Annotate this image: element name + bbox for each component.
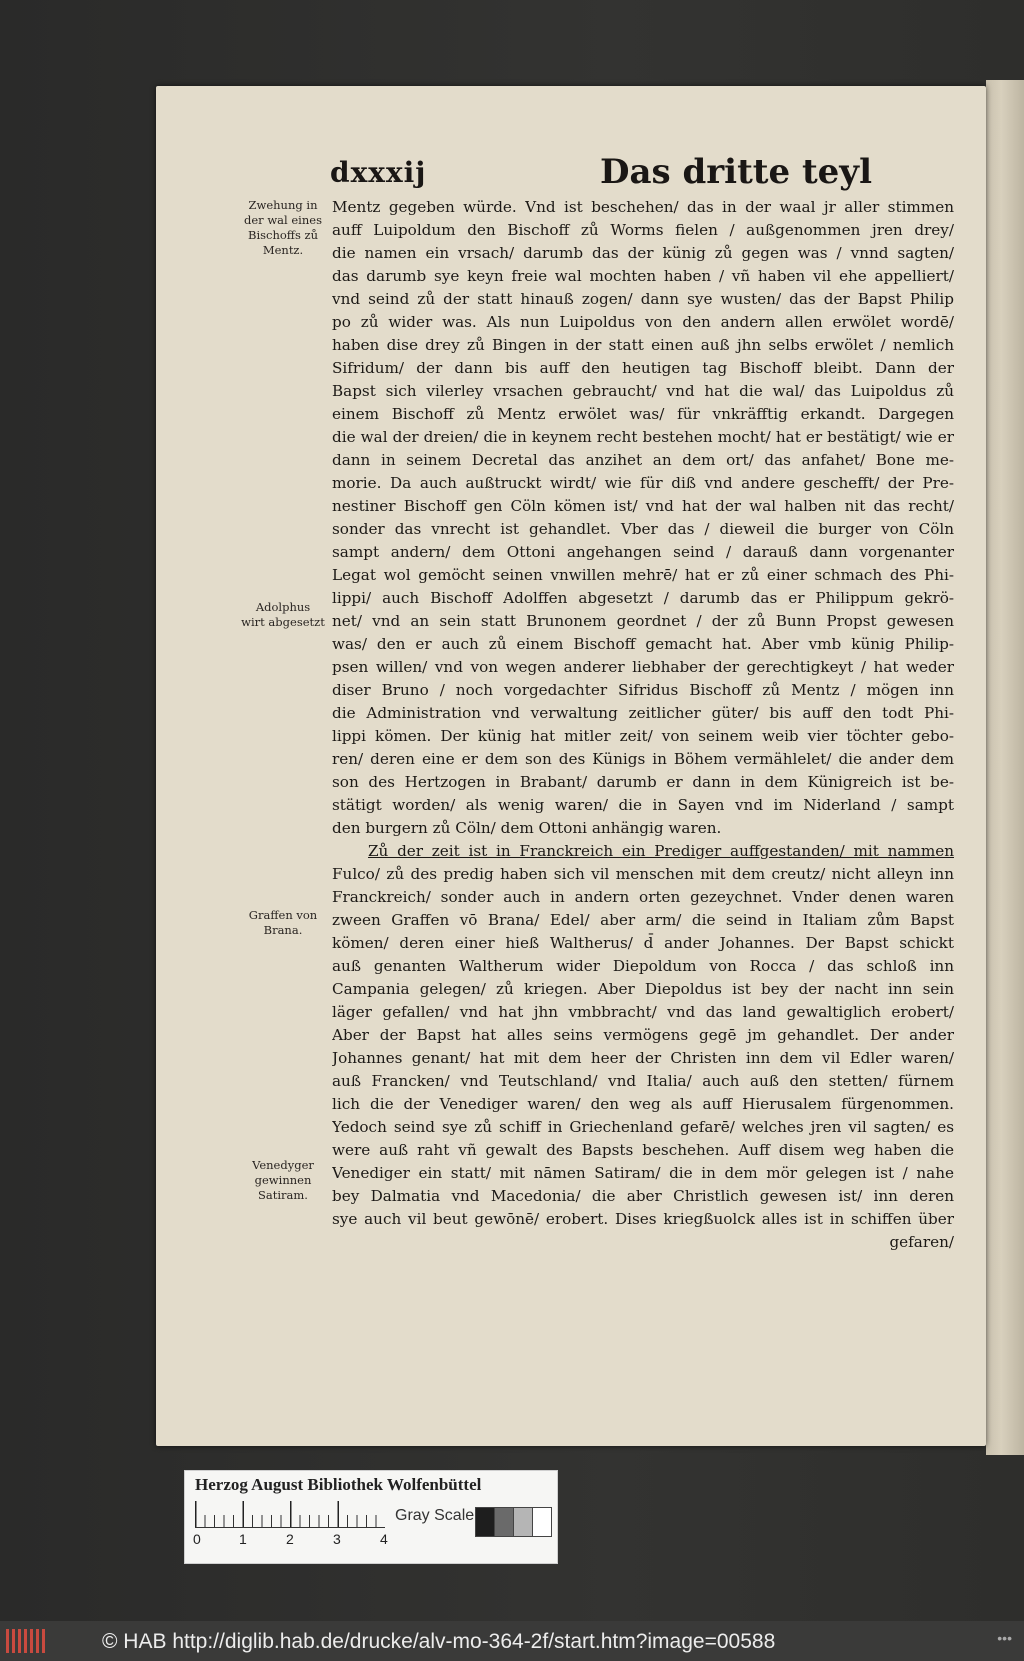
gray-swatch-white (532, 1507, 552, 1537)
ruler-number: 4 (380, 1531, 388, 1547)
text-line: zween Graffen vō Brana/ Edel/ aber arm/ die seind in Italiam zům Bapst (332, 911, 954, 929)
text-line: Fulco/ zů des predig haben sich vil menschen mit dem creutz/ nicht alleyn inn (332, 865, 954, 883)
text-line: läger gefallen/ vnd hat jhn vmbbracht/ vnd das land gewaltiglich erobert/ (332, 1003, 954, 1021)
footer-url-text[interactable]: © HAB http://diglib.hab.de/drucke/alv-mo-364-2f/start.htm?image=00588 (102, 1630, 776, 1653)
text-line: auß Francken/ vnd Teutschland/ vnd Italia/ auch auß den stetten/ fürnem (332, 1072, 954, 1090)
more-icon[interactable]: ••• (997, 1630, 1012, 1646)
text-line: stätigt worden/ als wenig waren/ die in Sayen vnd im Niderland / sampt (332, 796, 954, 814)
text-line: morie. Da auch außtruckt wirdt/ wie für diß vnd andere geschefft/ der Pre- (332, 474, 954, 492)
hab-logo-icon (6, 1629, 46, 1653)
text-line: sye auch vil beut gewōnē/ erobert. Dises kriegßuolck alles ist in schiffen über (332, 1210, 954, 1228)
margin-note-adolphus: Adolphus wirt abgesetzt (241, 600, 325, 629)
ruler-major-ticks (195, 1501, 385, 1527)
text-line: psen willen/ vnd von wegen anderer liebhaber der gerechtigkeyt / hat weder (332, 658, 954, 676)
text-line: ren/ deren eine er dem son des Künigs in Böhem vermählelet/ die ander dem (332, 750, 954, 768)
text-line: Bapst sich vilerley vrsachen gebraucht/ vnd hat die wal/ das Luipoldus zů (332, 382, 954, 400)
ruler-number: 3 (333, 1531, 341, 1547)
text-line: lich die der Venediger waren/ den weg als auff Hierusalem fürgenommen. (332, 1095, 954, 1113)
footer-bar (0, 1621, 1024, 1661)
text-line: die Administration vnd verwaltung zeitlicher güter/ bis auff den todt Phi- (332, 704, 954, 722)
text-line: son des Hertzogen in Brabant/ darumb er dann in dem Künigreich ist be- (332, 773, 954, 791)
gray-swatch-light (513, 1507, 533, 1537)
text-line: lippi kömen. Der künig hat mitler zeit/ von seinem weib vier töchter gebo- (332, 727, 954, 745)
text-line: Legat wol gemöcht seinen vnwillen mehrē/ hat er zů einer schmach des Phi- (332, 566, 954, 584)
text-line: das darumb sye keyn freie wal mochten haben / vñ haben vil ehe appelliert/ (332, 267, 954, 285)
ruler-number: 0 (193, 1531, 201, 1547)
ruler-number: 2 (286, 1531, 294, 1547)
text-line: was/ den er auch zů einem Bischoff gemacht hat. Aber vmb künig Philip- (332, 635, 954, 653)
text-line: auß genanten Waltherum wider Diepoldum von Rocca / das schloß inn (332, 957, 954, 975)
text-line: auff Luipoldum den Bischoff zů Worms fielen / außgenommen jren drey/ (332, 221, 954, 239)
text-line: Mentz gegeben würde. Vnd ist beschehen/ das in der waal jr aller stimmen (332, 198, 954, 216)
text-line: dann in seinem Decretal das anzihet an dem ort/ das anfahet/ Bone me- (332, 451, 954, 469)
text-line: kömen/ deren einer hieß Waltherus/ d̄ ander Johannes. Der Bapst schickt (332, 934, 954, 952)
text-line: einem Bischoff zů Mentz erwölet was/ für vnkräfftig erkandt. Dargegen (332, 405, 954, 423)
text-line: Sifridum/ der dann bis auff den heutigen tag Bischoff bleibt. Dann der (332, 359, 954, 377)
text-line: nestiner Bischoff gen Cöln kömen ist/ vnd hat der wal halben nit das recht/ (332, 497, 954, 515)
text-line: Yedoch seind sye zů schiff in Griechenland gefarē/ welches jren vil sagten/ es (332, 1118, 954, 1136)
text-line: Franckreich/ sonder auch in andern orten gezeychnet. Vnder denen waren (332, 888, 954, 906)
page-header (330, 150, 950, 194)
margin-note-venetians: Venedyger gewinnen Satiram. (252, 1158, 314, 1202)
color-calibration-card (184, 1470, 558, 1564)
text-line: Zů der zeit ist in Franckreich ein Prediger auffgestanden/ mit nammen (368, 842, 954, 860)
gray-swatch-black (475, 1507, 495, 1537)
text-line: sampt andern/ dem Ottoni angehangen seind / darauß dann vorgenanter (332, 543, 954, 561)
body-text (332, 196, 954, 1254)
text-line: diser Bruno / noch vorgedachter Sifridus Bischoff zů Mentz / mögen inn (332, 681, 954, 699)
text-line: gefaren/ (889, 1233, 954, 1251)
text-line: sonder das vnrecht ist gehandlet. Vber das / dieweil die burger von Cöln (332, 520, 954, 538)
ruler-number: 1 (239, 1531, 247, 1547)
text-line: Johannes genant/ hat mit dem heer der Christen inn dem vil Edler waren/ (332, 1049, 954, 1067)
text-line: Campania gelegen/ zů kriegen. Aber Diepoldus ist bey der nacht inn sein (332, 980, 954, 998)
text-line: were auß raht vñ gewalt des Bapsts beschehen. Auff disem weg haben die (332, 1141, 954, 1159)
text-line: Venediger ein statt/ mit nāmen Satiram/ die in dem mör gelegen ist / nahe (332, 1164, 954, 1182)
gray-swatch-dark (494, 1507, 514, 1537)
gray-scale-label: Gray Scale (395, 1507, 475, 1524)
text-line: net/ vnd an sein statt Brunonem geordnet / der zů Bunn Propst gewesen (332, 612, 954, 630)
margin-note-brana: Graffen von Brana. (248, 908, 318, 937)
text-line: Aber der Bapst hat alles seins vermögens gegē jm gehandlet. Der ander (332, 1026, 954, 1044)
text-line: den burgern zů Cöln/ dem Ottoni anhängig waren. (332, 819, 722, 837)
text-line: po zů wider was. Als nun Luipoldus von den andern allen erwölet wordē/ (332, 313, 954, 331)
text-line: die wal der dreien/ die in keynem recht bestehen mocht/ hat er bestätigt/ wie er (332, 428, 954, 446)
text-line: lippi/ auch Bischoff Adolffen abgesetzt / darumb das er Philippum gekrö- (332, 589, 954, 607)
page-edge (986, 80, 1024, 1455)
text-line: bey Dalmatia vnd Macedonia/ die aber Christlich gewesen ist/ inn deren (332, 1187, 954, 1205)
card-title: Herzog August Bibliothek Wolfenbüttel (195, 1475, 482, 1494)
text-line: haben dise drey zů Bingen in der statt einen auß jhn selbs erwölet / nemlich (332, 336, 954, 354)
folio-number: dxxxij (330, 156, 427, 189)
text-line: die namen ein vrsach/ darumb das der künig zů gegen was / vnnd sagten/ (332, 244, 954, 262)
text-line: vnd seind zů der statt hinauß zogen/ dann sye wusten/ das der Bapst Philip (332, 290, 954, 308)
running-title: Das dritte teyl (600, 152, 872, 192)
margin-note-election: Zwehung in der wal eines Bischoffs zů Mentz. (244, 198, 322, 257)
